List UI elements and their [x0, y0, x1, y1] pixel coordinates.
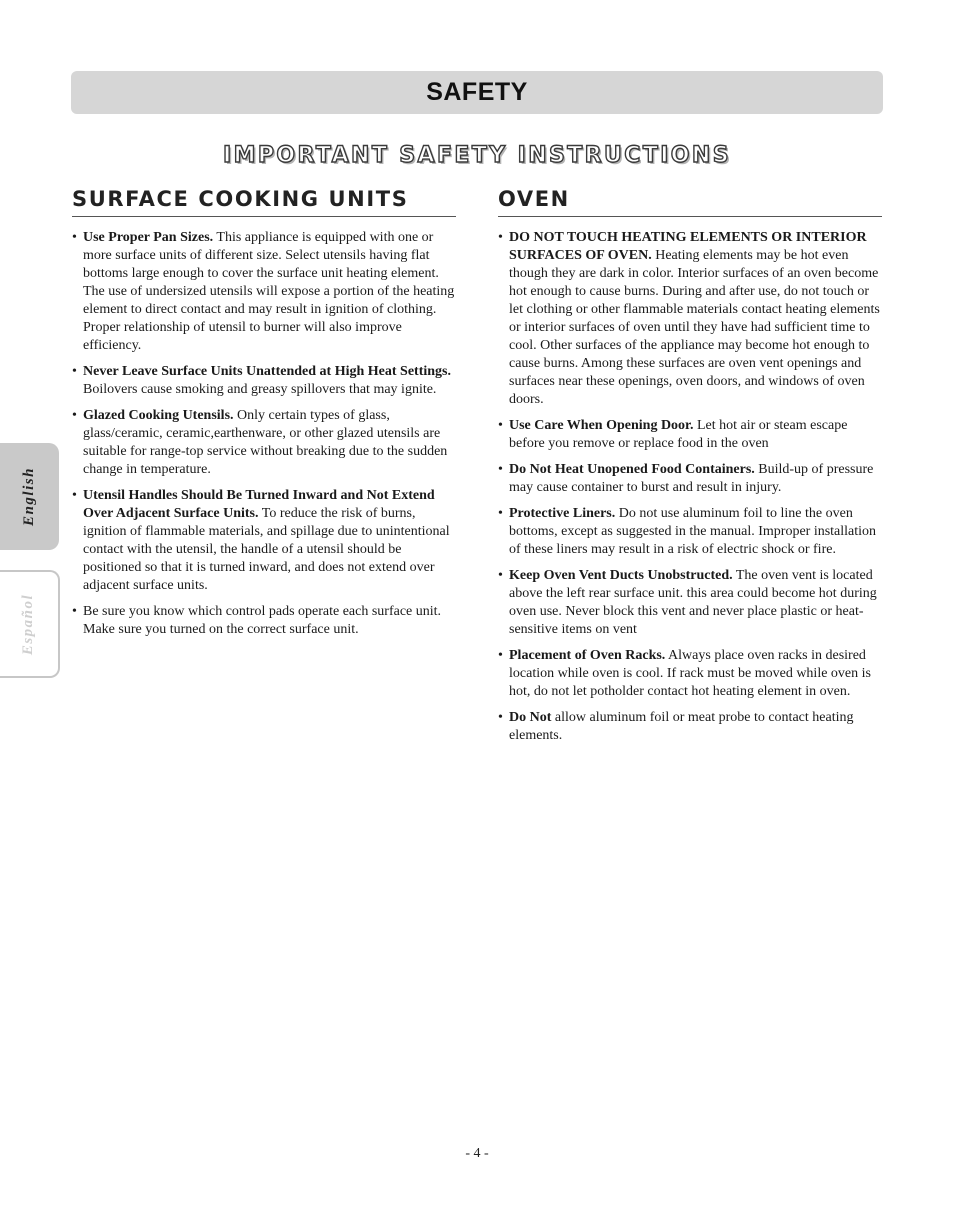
- surface-cooking-heading: SURFACE COOKING UNITS: [72, 186, 456, 217]
- item-bold: Use Care When Opening Door.: [509, 418, 694, 433]
- item-bold: Keep Oven Vent Ducts Unobstructed.: [509, 568, 733, 583]
- item-bold: Protective Liners.: [509, 506, 616, 521]
- language-tab-english-label: English: [20, 467, 37, 526]
- item-text: Be sure you know which control pads operate each surface unit.: [83, 604, 442, 619]
- list-item: [498, 229, 882, 409]
- item-bold: Glazed Cooking Utensils.: [83, 408, 234, 423]
- item-bold: Placement of Oven Racks.: [509, 648, 666, 663]
- oven-list: [498, 229, 882, 745]
- item-extra: The use of undersized utensils will expose a portion of the heating element to direct contact and may result in ignition of clothing. Proper relationship of utensil to burner will also improve efficiency.: [83, 284, 455, 353]
- list-item: [498, 647, 882, 701]
- list-item: [498, 709, 882, 745]
- item-bold: Use Proper Pan Sizes.: [83, 230, 214, 245]
- section-header-bar: [71, 71, 883, 114]
- item-text: Do not use aluminum foil to line the oven bottoms, except as suggested in the manual. Improper installation of these liners may result in a risk of electric shock or fire.: [509, 506, 877, 557]
- item-bold: Never Leave Surface Units Unattended at High Heat Settings.: [83, 364, 451, 379]
- list-item: [72, 229, 456, 355]
- item-bold: Utensil Handles Should Be Turned Inward and Not Extend Over Adjacent Surface Units.: [83, 488, 435, 521]
- item-text: Let hot air or steam escape before you remove or replace food in the oven: [509, 418, 848, 451]
- main-title: IMPORTANT SAFETY INSTRUCTIONS: [223, 143, 731, 168]
- language-tab-espanol[interactable]: [0, 570, 60, 678]
- list-item: [498, 461, 882, 497]
- item-extra: Make sure you turned on the correct surface unit.: [83, 622, 359, 637]
- item-text: To reduce the risk of burns, ignition of flammable materials, and spillage due to unintentional contact with the utensil, the handle of a utensil should be positioned so that it is turned inward, and does not extend over adjacent surface units.: [83, 506, 450, 593]
- page-number: - 4 -: [465, 1146, 489, 1161]
- item-text: Build-up of pressure may cause container to burst and result in injury.: [509, 462, 874, 495]
- list-item: [72, 603, 456, 639]
- list-item: [72, 407, 456, 479]
- oven-heading: OVEN: [498, 186, 882, 217]
- section-title: SAFETY: [426, 78, 528, 106]
- surface-cooking-column: [72, 186, 456, 647]
- surface-cooking-list: [72, 229, 456, 639]
- item-text: Always place oven racks in desired location while oven is cool. If rack must be moved while oven is hot, do not let potholder contact hot heating element in oven.: [509, 648, 871, 699]
- item-bold: DO NOT TOUCH HEATING ELEMENTS OR INTERIOR SURFACES OF OVEN.: [509, 230, 867, 263]
- item-text: Only certain types of glass, glass/ceramic, ceramic,earthenware, or other glazed utensils are suitable for range-top service without breaking due to the sudden change in temperature.: [83, 408, 448, 477]
- list-item: [498, 417, 882, 453]
- item-text: The oven vent is located above the left rear surface unit. this area could become hot during oven use. Never block this vent and never place plastic or heat-sensitive items on vent: [509, 568, 877, 637]
- language-tab-espanol-label: Español: [20, 593, 37, 655]
- list-item: [498, 505, 882, 559]
- list-item: [498, 567, 882, 639]
- oven-column: [498, 186, 882, 753]
- item-text: Heating elements may be hot even though they are dark in color. Interior surfaces of an oven become hot enough to cause burns. During and after use, do not touch or let clothing or other flammable materials contact heating elements or interior surfaces of oven until they have had sufficient time to cool. Other surfaces of the appliance may become hot enough to cause burns. Among these surfaces are oven vent openings and surfaces near these openings, oven doors, and windows of oven doors.: [509, 248, 880, 407]
- language-tab-english[interactable]: [0, 443, 59, 550]
- list-item: [72, 487, 456, 595]
- list-item: [72, 363, 456, 399]
- item-text: Boilovers cause smoking and greasy spillovers that may ignite.: [83, 382, 437, 397]
- item-text: allow aluminum foil or meat probe to contact heating elements.: [509, 710, 854, 743]
- item-bold: Do Not: [509, 710, 552, 725]
- item-bold: Do Not Heat Unopened Food Containers.: [509, 462, 755, 477]
- item-text: This appliance is equipped with one or more surface units of different size. Select utensils having flat bottoms large enough to cover the surface unit heating element.: [83, 230, 439, 281]
